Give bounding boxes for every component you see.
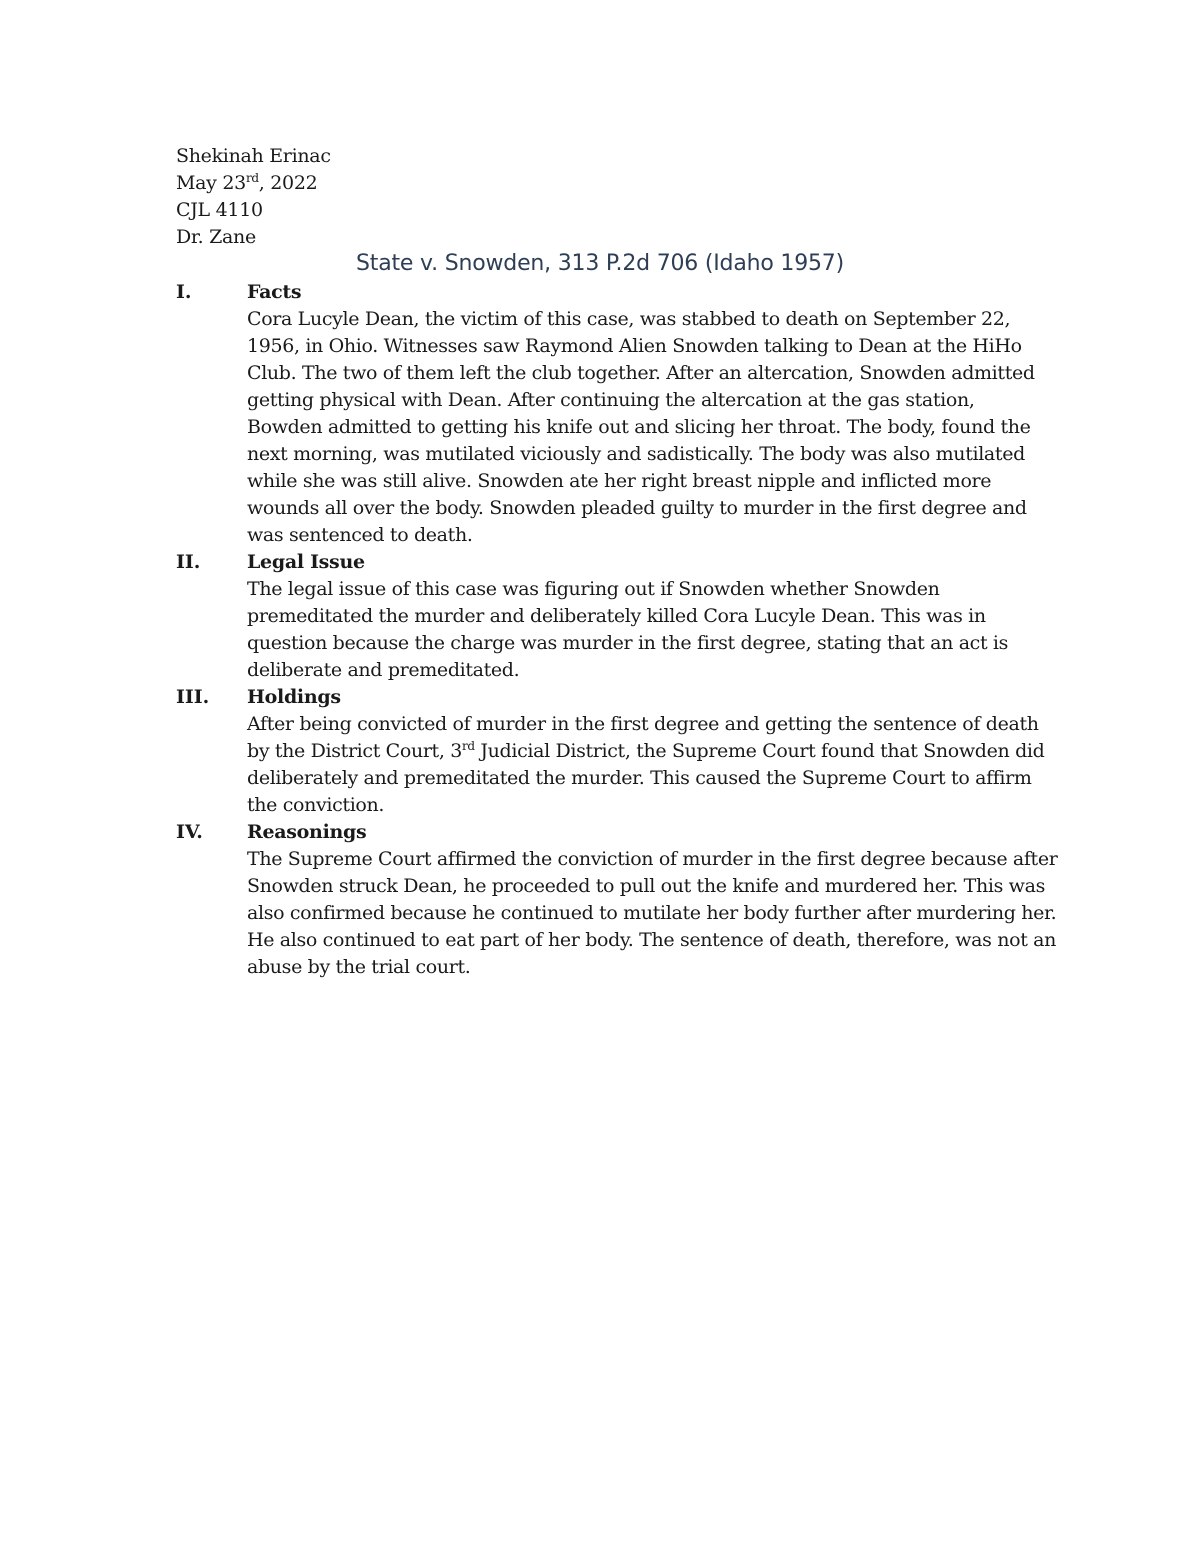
body-line: The legal issue of this case was figuring out if Snowden whether Snowden: [247, 578, 940, 600]
section-number: IV.: [176, 821, 203, 843]
section-heading: Reasonings: [247, 821, 367, 843]
district-superscript: rd: [461, 739, 475, 753]
date-line: [176, 170, 331, 197]
date-superscript: rd: [245, 171, 259, 185]
body-line: The Supreme Court affirmed the conviction of murder in the first degree because after: [247, 848, 1058, 870]
body-line: was sentenced to death.: [247, 524, 473, 546]
section-body: [247, 711, 1067, 819]
district-suffix: Judicial District, the Supreme Court found that Snowden did: [474, 740, 1045, 762]
body-line: getting physical with Dean. After continuing the altercation at the gas station,: [247, 389, 975, 411]
sections: [176, 279, 1076, 981]
body-line: Bowden admitted to getting his knife out and slicing her throat. The body, found the: [247, 416, 1031, 438]
body-line: Cora Lucyle Dean, the victim of this case, was stabbed to death on September 22,: [247, 308, 1011, 330]
body-line: deliberate and premeditated.: [247, 659, 520, 681]
course-code: CJL 4110: [176, 199, 263, 221]
section-holdings: [176, 684, 1076, 819]
section-body: [247, 306, 1067, 549]
document-title: State v. Snowden, 313 P.2d 706 (Idaho 1957): [356, 251, 844, 276]
body-line: wounds all over the body. Snowden pleaded guilty to murder in the first degree and: [247, 497, 1027, 519]
date-prefix: May 23: [176, 172, 246, 194]
section-facts: [176, 279, 1076, 549]
section-heading: Holdings: [247, 686, 341, 708]
section-legal-issue: [176, 549, 1076, 684]
section-reasonings: [176, 819, 1076, 981]
author-name: Shekinah Erinac: [176, 145, 331, 167]
body-line: while she was still alive. Snowden ate her right breast nipple and inflicted more: [247, 470, 992, 492]
body-line: Club. The two of them left the club together. After an altercation, Snowden admitted: [247, 362, 1035, 384]
body-line: question because the charge was murder in the first degree, stating that an act is: [247, 632, 1009, 654]
body-line: 1956, in Ohio. Witnesses saw Raymond Alien Snowden talking to Dean at the HiHo: [247, 335, 1022, 357]
district-prefix: by the District Court, 3: [247, 740, 462, 762]
body-line: He also continued to eat part of her body. The sentence of death, therefore, was not an: [247, 929, 1057, 951]
section-heading: Facts: [247, 281, 302, 303]
body-line: next morning, was mutilated viciously and sadistically. The body was also mutilated: [247, 443, 1025, 465]
instructor-name: Dr. Zane: [176, 226, 256, 248]
body-line: the conviction.: [247, 794, 385, 816]
section-body: [247, 846, 1067, 981]
body-line: [247, 738, 1067, 765]
body-line: Snowden struck Dean, he proceeded to pull out the knife and murdered her. This was: [247, 875, 1045, 897]
body-line: deliberately and premeditated the murder. This caused the Supreme Court to affirm: [247, 767, 1032, 789]
body-line: abuse by the trial court.: [247, 956, 471, 978]
body-line: also confirmed because he continued to mutilate her body further after murdering her.: [247, 902, 1057, 924]
section-number: III.: [176, 686, 210, 708]
body-line: premeditated the murder and deliberately killed Cora Lucyle Dean. This was in: [247, 605, 986, 627]
section-number: I.: [176, 281, 192, 303]
section-heading: Legal Issue: [247, 551, 365, 573]
header-block: [176, 143, 331, 251]
body-line: After being convicted of murder in the first degree and getting the sentence of death: [247, 713, 1039, 735]
date-suffix: , 2022: [258, 172, 318, 194]
section-number: II.: [176, 551, 201, 573]
section-body: [247, 576, 1067, 684]
